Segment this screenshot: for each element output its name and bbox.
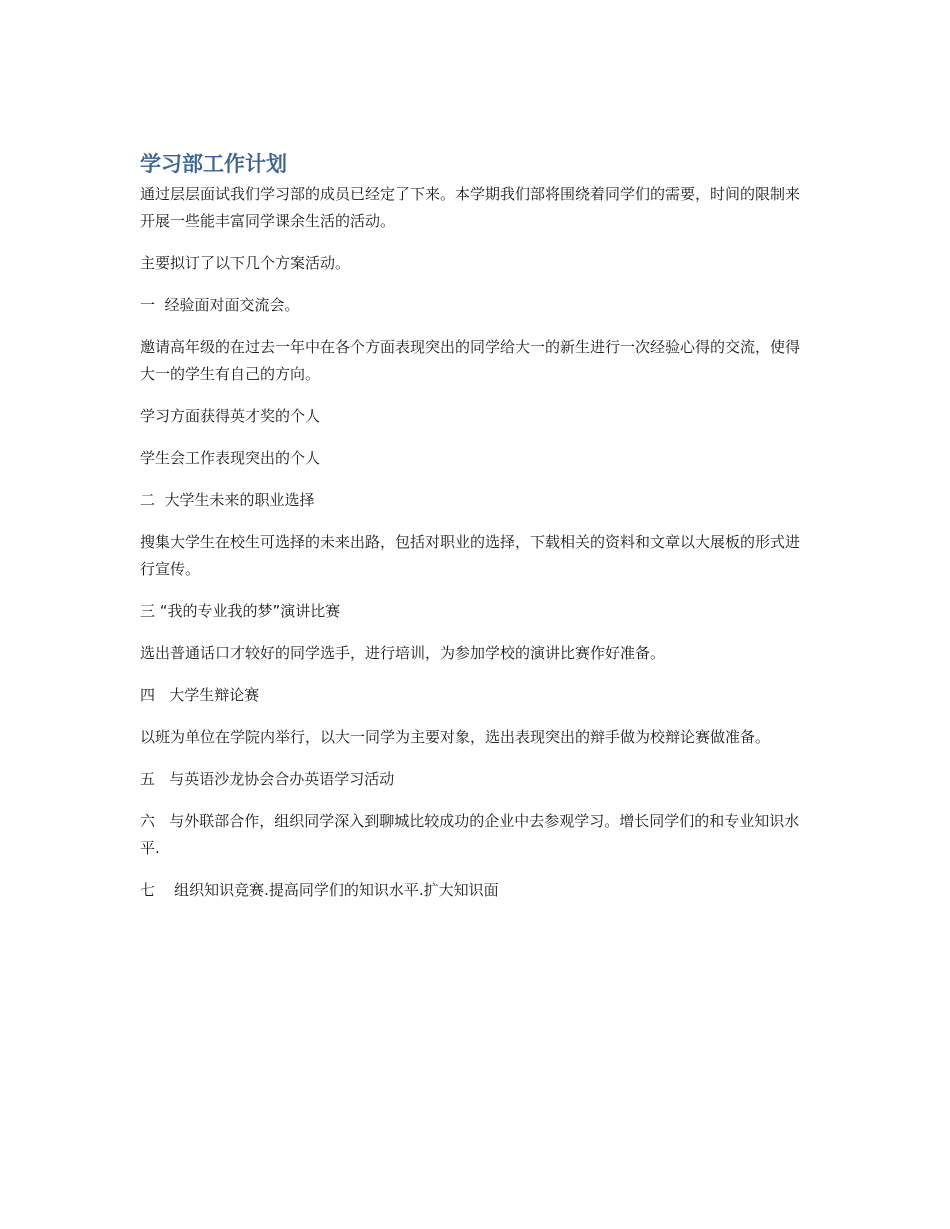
document-title: 学习部工作计划: [140, 152, 287, 176]
section-heading-5: 五 与英语沙龙协会合办英语学习活动: [140, 770, 395, 788]
list-item-student-union: 学生会工作表现突出的个人: [140, 449, 321, 467]
paragraph-section-2-body: 搜集大学生在校生可选择的未来出路，包括对职业的选择，下载相关的资料和文章以大展板的形式进行宣传。: [140, 533, 801, 578]
section-heading-2: 二 大学生未来的职业选择: [140, 491, 315, 509]
section-heading-4: 四 大学生辩论赛: [140, 686, 260, 704]
section-heading-1: 一 经验面对面交流会。: [140, 296, 300, 314]
paragraph-section-1-body: 邀请高年级的在过去一年中在各个方面表现突出的同学给大一的新生进行一次经验心得的交流，使得大一的学生有自己的方向。: [140, 338, 801, 383]
document-page: [140, 150, 810, 919]
paragraph-section-4-body: 以班为单位在学院内举行，以大一同学为主要对象，选出表现突出的辩手做为校辩论赛做准备。: [140, 728, 771, 746]
paragraph-section-3-body: 选出普通话口才较好的同学选手，进行培训，为参加学校的演讲比赛作好准备。: [140, 644, 666, 662]
section-heading-7: 七 组织知识竞赛.提高同学们的知识水平.扩大知识面: [140, 881, 499, 899]
paragraph-intro: 通过层层面试我们学习部的成员已经定了下来。本学期我们部将围绕着同学们的需要，时间的限制来开展一些能丰富同学课余生活的活动。: [140, 185, 801, 230]
section-heading-3: 三 “我的专业我的梦”演讲比赛: [140, 602, 341, 620]
paragraph-plan-summary: 主要拟订了以下几个方案活动。: [140, 254, 351, 272]
section-heading-6: 六 与外联部合作，组织同学深入到聊城比较成功的企业中去参观学习。增长同学们的和专业知识水平.: [140, 812, 800, 857]
list-item-award: 学习方面获得英才奖的个人: [140, 407, 321, 425]
